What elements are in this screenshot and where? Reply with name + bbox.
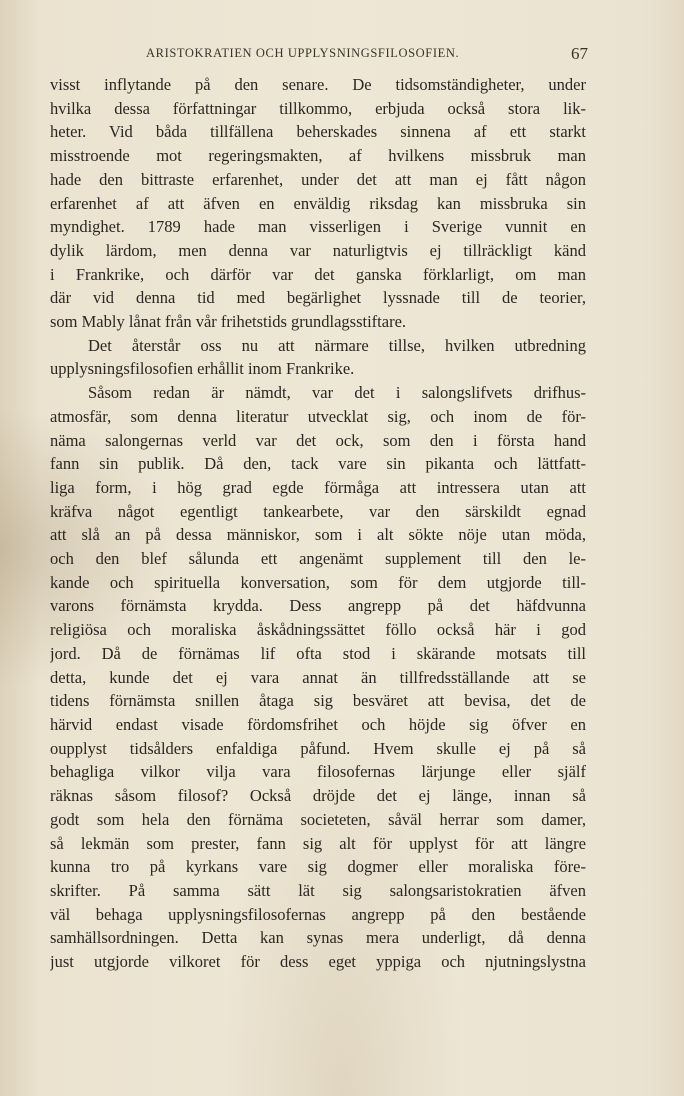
body-text [50, 73, 586, 974]
text-line: dylik lärdom, men denna var naturligtvis ej tillräckligt känd [50, 240, 586, 260]
text-line: som Mably lånat från vår frihetstids grundlagsstiftare. [50, 312, 407, 332]
text-line: Det återstår oss nu att närmare tillse, hvilken utbredning [88, 335, 586, 355]
running-head [50, 44, 588, 64]
text-line: tidens förnämsta snillen åtaga sig besväret att bevisa, det de [50, 691, 586, 711]
text-line: att slå an på dessa människor, som i alt sökte nöje utan möda, [50, 525, 586, 545]
running-title: ARISTOKRATIEN OCH UPPLYSNINGSFILOSOFIEN. [146, 46, 460, 60]
text-line: upplysningsfilosofien erhållit inom Frankrike. [50, 359, 355, 379]
text-line: just utgjorde vilkoret för dess eget yppiga och njutningslystna [50, 952, 586, 972]
text-line: kande och spirituella konversation, som för dem utgjorde till- [50, 572, 586, 592]
text-line: i Frankrike, och därför var det ganska förklarligt, om man [50, 264, 586, 284]
text-line: kunna tro på kyrkans vare sig dogmer eller moraliska före- [50, 857, 586, 877]
text-line: kräfva något egentligt tankearbete, var den särskildt egnad [50, 501, 586, 521]
text-line: Såsom redan är nämdt, var det i salongslifvets drifhus- [88, 383, 586, 403]
text-line: skrifter. På samma sätt lät sig salongsaristokratien äfven [50, 880, 586, 900]
text-line: hade den bittraste erfarenhet, under det att man ej fått någon [50, 169, 586, 189]
text-line: samhällsordningen. Detta kan synas mera underligt, då denna [50, 928, 586, 948]
text-line: visst inflytande på den senare. De tidsomständigheter, under [50, 75, 586, 94]
text-line: oupplyst tidsålders enfaldiga påfund. Hvem skulle ej på så [50, 738, 586, 758]
text-line: näma salongernas verld var det ock, som den i första hand [50, 430, 586, 450]
text-line: erfarenhet af att äfven en enväldig riksdag kan missbruka sin [50, 193, 586, 213]
text-line: religiösa och moraliska åskådningssättet föllo också här i god [50, 620, 586, 640]
text-line: så lekmän som prester, fann sig alt för upplyst för att längre [50, 833, 586, 853]
text-line: hvilka dessa författningar tillkommo, erbjuda också stora lik- [50, 98, 586, 118]
text-line: myndighet. 1789 hade man visserligen i Sverige vunnit en [50, 217, 586, 237]
page-number: 67 [571, 44, 588, 63]
text-line: härvid endast visade fördomsfrihet och höjde sig öfver en [50, 714, 586, 734]
text-line: detta, kunde det ej vara annat än tillfredsställande att se [50, 667, 586, 687]
text-line: jord. Då de förnämas lif ofta stod i skärande motsats till [50, 643, 586, 663]
text-line: behagliga vilkor vilja vara filosofernas lärjunge eller själf [50, 762, 586, 782]
text-line: godt som hela den förnäma societeten, såväl herrar som damer, [50, 809, 586, 829]
text-line: där vid denna tid med begärlighet lyssnade till de teorier, [50, 288, 586, 308]
text-line: varons förnämsta krydda. Dess angrepp på det häfdvunna [50, 596, 586, 616]
text-line: atmosfär, som denna literatur utvecklat sig, och inom de för- [50, 406, 586, 426]
text-line: fann sin publik. Då den, tack vare sin pikanta och lättfatt- [50, 454, 586, 474]
text-line: misstroende mot regeringsmakten, af hvilkens missbruk man [50, 146, 586, 166]
text-line: och den blef sålunda ett angenämt supplement till den le- [50, 549, 586, 569]
text-line: räknas såsom filosof? Också dröjde det ej länge, innan så [50, 786, 586, 806]
text-line: heter. Vid båda tillfällena beherskades sinnena af ett starkt [50, 122, 586, 142]
text-line: väl behaga upplysningsfilosofernas angrepp på den bestående [50, 904, 586, 924]
text-line: liga form, i hög grad egde förmåga att intressera utan att [50, 477, 586, 497]
